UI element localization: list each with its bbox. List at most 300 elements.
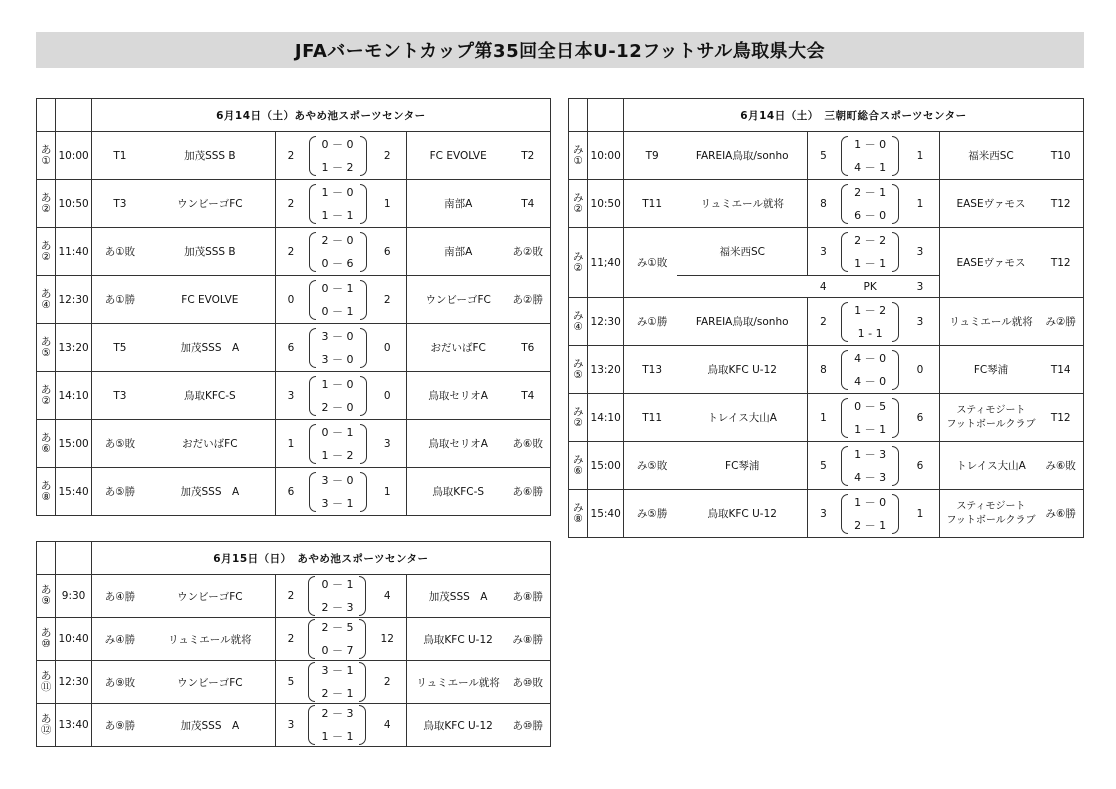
home-slot-label: あ⑤勝 bbox=[91, 468, 145, 516]
home-team: ウンビーゴFC bbox=[145, 575, 275, 618]
bracket-right bbox=[892, 136, 899, 176]
second-half-score: 1 － 1 bbox=[321, 208, 354, 222]
pk-away-score: 3 bbox=[901, 276, 939, 298]
match-code-venue: あ bbox=[40, 670, 52, 682]
away-score: 1 bbox=[369, 468, 407, 516]
half-scores bbox=[306, 132, 368, 180]
home-team: 福米西SC bbox=[677, 228, 807, 276]
second-half-score: 1 － 1 bbox=[321, 730, 354, 743]
half-score-bracket bbox=[306, 279, 368, 321]
half-scores bbox=[306, 276, 368, 324]
table-header-title: 6月15日（日） あやめ池スポーツセンター bbox=[91, 542, 550, 575]
away-team: EASEヴァモス bbox=[939, 180, 1042, 228]
away-team: 南部A bbox=[406, 180, 509, 228]
away-slot-label: み⑧勝 bbox=[509, 618, 550, 661]
second-half-score: 6 － 0 bbox=[854, 208, 887, 222]
bracket-right bbox=[360, 328, 367, 368]
first-half-score: 4 － 0 bbox=[854, 351, 887, 365]
bracket-right bbox=[892, 494, 899, 534]
half-score-lines bbox=[316, 423, 360, 465]
home-score: 0 bbox=[275, 276, 306, 324]
match-code-number: ② bbox=[41, 394, 51, 407]
kickoff-time: 13:20 bbox=[56, 324, 91, 372]
table-header-title: 6月14日（土） 三朝町総合スポーツセンター bbox=[623, 99, 1083, 132]
header-blank bbox=[588, 99, 624, 132]
half-scores bbox=[306, 618, 368, 661]
match-code-venue: あ bbox=[40, 431, 52, 444]
kickoff-time: 12:30 bbox=[588, 298, 624, 346]
bracket-left bbox=[309, 232, 316, 272]
away-slot-label: あ⑩敗 bbox=[509, 661, 550, 704]
bracket-right bbox=[360, 472, 367, 512]
first-half-score: 1 － 0 bbox=[854, 137, 887, 151]
away-slot-label: T6 bbox=[510, 324, 551, 372]
match-code-venue: み bbox=[572, 357, 584, 370]
second-half-score: 3 － 0 bbox=[321, 352, 354, 366]
half-score-lines bbox=[316, 183, 360, 225]
home-slot-label: み④勝 bbox=[91, 618, 145, 661]
home-team: トレイス大山A bbox=[677, 394, 807, 442]
first-half-score: 1 － 2 bbox=[854, 303, 887, 317]
home-slot-label: T11 bbox=[623, 394, 677, 442]
half-scores bbox=[306, 420, 368, 468]
match-code bbox=[37, 180, 56, 228]
home-score: 5 bbox=[275, 661, 306, 704]
home-team: 加茂SSS B bbox=[145, 228, 275, 276]
kickoff-time: 10:40 bbox=[56, 618, 91, 661]
bracket-left bbox=[309, 424, 316, 464]
bracket-left bbox=[841, 494, 848, 534]
home-team: 加茂SSS A bbox=[145, 468, 275, 516]
match-row bbox=[37, 132, 551, 180]
match-row bbox=[37, 180, 551, 228]
kickoff-time: 15:00 bbox=[56, 420, 91, 468]
away-score: 4 bbox=[369, 704, 407, 747]
first-half-score: 0 － 0 bbox=[321, 137, 354, 151]
half-score-bracket bbox=[306, 575, 368, 617]
half-score-lines bbox=[848, 231, 892, 273]
half-score-bracket bbox=[839, 397, 901, 439]
kickoff-time: 10:00 bbox=[588, 132, 624, 180]
second-half-score: 2 － 0 bbox=[321, 400, 354, 414]
kickoff-time: 10:50 bbox=[56, 180, 91, 228]
first-half-score: 3 － 1 bbox=[321, 664, 354, 677]
away-score: 3 bbox=[901, 298, 939, 346]
match-code-number: ⑤ bbox=[573, 368, 583, 381]
first-half-score: 2 － 3 bbox=[321, 707, 354, 720]
match-code bbox=[569, 490, 588, 538]
home-team: 加茂SSS A bbox=[145, 704, 275, 747]
second-half-score: 1 － 2 bbox=[321, 160, 354, 174]
half-score-bracket bbox=[306, 375, 368, 417]
kickoff-time: 10:50 bbox=[588, 180, 624, 228]
match-code-venue: あ bbox=[40, 287, 52, 300]
match-code bbox=[569, 228, 588, 298]
schedule-table-ayame-june14 bbox=[36, 98, 551, 516]
home-slot-label: あ⑨勝 bbox=[91, 704, 145, 747]
half-score-lines bbox=[316, 471, 360, 513]
bracket-right bbox=[359, 662, 366, 702]
bracket-right bbox=[359, 576, 366, 616]
match-code-venue: み bbox=[572, 143, 584, 156]
home-score: 3 bbox=[808, 228, 839, 276]
bracket-right bbox=[360, 424, 367, 464]
half-score-lines bbox=[315, 575, 359, 617]
half-score-lines bbox=[848, 493, 892, 535]
away-slot-label: T4 bbox=[510, 180, 551, 228]
first-half-score: 3 － 0 bbox=[321, 329, 354, 343]
match-code bbox=[569, 180, 588, 228]
match-row bbox=[569, 132, 1084, 180]
away-score: 6 bbox=[901, 394, 939, 442]
away-team: リュミエール就将 bbox=[939, 298, 1042, 346]
half-score-lines bbox=[316, 375, 360, 417]
bracket-left bbox=[308, 705, 315, 745]
half-score-lines bbox=[848, 349, 892, 391]
bracket-right bbox=[359, 705, 366, 745]
second-half-score: 0 － 7 bbox=[321, 644, 354, 657]
home-score: 2 bbox=[275, 180, 306, 228]
first-half-score: 0 － 1 bbox=[321, 578, 354, 591]
bracket-left bbox=[309, 280, 316, 320]
bracket-left bbox=[309, 184, 316, 224]
away-team: 鳥取KFC U-12 bbox=[406, 704, 509, 747]
half-score-bracket bbox=[839, 231, 901, 273]
home-slot-label: あ⑤敗 bbox=[91, 420, 145, 468]
half-score-lines bbox=[315, 661, 359, 703]
half-score-bracket bbox=[839, 493, 901, 535]
away-team: FC琴浦 bbox=[939, 346, 1042, 394]
match-row bbox=[569, 298, 1084, 346]
half-scores bbox=[306, 180, 368, 228]
half-score-bracket bbox=[306, 661, 368, 703]
half-scores bbox=[306, 324, 368, 372]
home-slot-label: あ④勝 bbox=[91, 575, 145, 618]
home-score: 3 bbox=[275, 372, 306, 420]
away-score: 0 bbox=[901, 346, 939, 394]
kickoff-time: 12:30 bbox=[56, 661, 91, 704]
half-score-bracket bbox=[839, 445, 901, 487]
home-slot-label: み⑤敗 bbox=[623, 442, 677, 490]
table-header-row bbox=[37, 99, 551, 132]
away-team: FC EVOLVE bbox=[406, 132, 509, 180]
half-score-bracket bbox=[306, 618, 368, 660]
away-slot-label: T10 bbox=[1042, 132, 1083, 180]
kickoff-time: 14:10 bbox=[56, 372, 91, 420]
match-code-venue: あ bbox=[40, 239, 52, 252]
kickoff-time: 10:00 bbox=[56, 132, 91, 180]
schedule-table-ayame-june15 bbox=[36, 541, 551, 747]
home-score: 6 bbox=[275, 468, 306, 516]
first-half-score: 2 － 2 bbox=[854, 233, 887, 247]
match-code-venue: み bbox=[572, 501, 584, 514]
match-code-number: ⑥ bbox=[41, 442, 51, 455]
home-score: 8 bbox=[808, 346, 839, 394]
header-blank bbox=[37, 99, 56, 132]
match-code bbox=[569, 298, 588, 346]
match-code-number: ① bbox=[573, 154, 583, 167]
pk-spacer bbox=[677, 276, 807, 298]
match-code-venue: あ bbox=[40, 479, 52, 492]
header-blank bbox=[56, 99, 91, 132]
bracket-left bbox=[841, 184, 848, 224]
match-code bbox=[37, 276, 56, 324]
half-score-bracket bbox=[306, 471, 368, 513]
match-code-venue: み bbox=[572, 453, 584, 466]
second-half-score: 4 － 0 bbox=[854, 374, 887, 388]
home-slot-label: み①勝 bbox=[623, 298, 677, 346]
home-slot-label: T1 bbox=[91, 132, 145, 180]
home-team: FAREIA鳥取/sonho bbox=[677, 298, 807, 346]
away-slot-label: あ⑩勝 bbox=[509, 704, 550, 747]
match-code-number: ⑨ bbox=[41, 595, 51, 607]
home-score: 1 bbox=[275, 420, 306, 468]
kickoff-time: 11:40 bbox=[56, 228, 91, 276]
home-slot-label: T5 bbox=[91, 324, 145, 372]
match-code bbox=[37, 661, 56, 704]
schedule-table-sancho-june14 bbox=[568, 98, 1084, 538]
match-code-number: ② bbox=[573, 202, 583, 215]
home-score: 2 bbox=[275, 575, 306, 618]
bracket-left bbox=[841, 446, 848, 486]
half-score-bracket bbox=[839, 135, 901, 177]
away-team: トレイス大山A bbox=[939, 442, 1042, 490]
half-score-lines bbox=[316, 231, 360, 273]
half-scores bbox=[306, 228, 368, 276]
half-score-lines bbox=[848, 397, 892, 439]
half-score-bracket bbox=[306, 183, 368, 225]
bracket-right bbox=[892, 398, 899, 438]
away-score: 1 bbox=[901, 132, 939, 180]
home-score: 3 bbox=[808, 490, 839, 538]
away-score: 1 bbox=[901, 180, 939, 228]
match-code bbox=[37, 575, 56, 618]
table-header-row bbox=[569, 99, 1084, 132]
away-score: 6 bbox=[901, 442, 939, 490]
home-score: 6 bbox=[275, 324, 306, 372]
half-score-lines bbox=[316, 327, 360, 369]
half-score-bracket bbox=[306, 135, 368, 177]
first-half-score: 1 － 0 bbox=[321, 185, 354, 199]
kickoff-time: 15:00 bbox=[588, 442, 624, 490]
header-blank bbox=[569, 99, 588, 132]
match-code-venue: あ bbox=[40, 627, 52, 639]
away-team: おだいばFC bbox=[406, 324, 509, 372]
match-row bbox=[37, 704, 551, 747]
half-score-lines bbox=[315, 704, 359, 746]
match-code-venue: あ bbox=[40, 335, 52, 348]
bracket-left bbox=[841, 136, 848, 176]
kickoff-time: 13:20 bbox=[588, 346, 624, 394]
away-slot-label: あ⑧勝 bbox=[509, 575, 550, 618]
away-team: 鳥取KFC-S bbox=[406, 468, 509, 516]
half-scores bbox=[306, 704, 368, 747]
match-code-number: ⑪ bbox=[40, 681, 52, 693]
bracket-right bbox=[892, 302, 899, 342]
match-row bbox=[37, 420, 551, 468]
away-slot-label: あ⑥勝 bbox=[510, 468, 551, 516]
away-team: EASEヴァモス bbox=[939, 228, 1042, 298]
first-half-score: 3 － 0 bbox=[321, 473, 354, 487]
half-score-lines bbox=[316, 279, 360, 321]
header-blank bbox=[56, 542, 91, 575]
away-team: ウンビーゴFC bbox=[406, 276, 509, 324]
half-scores bbox=[839, 490, 901, 538]
match-code-number: ① bbox=[41, 154, 51, 167]
bracket-left bbox=[841, 232, 848, 272]
match-code-venue: あ bbox=[40, 713, 52, 725]
match-code bbox=[37, 420, 56, 468]
match-row bbox=[569, 228, 1084, 276]
match-code bbox=[37, 132, 56, 180]
half-scores bbox=[839, 442, 901, 490]
match-row bbox=[569, 180, 1084, 228]
home-slot-label: T13 bbox=[623, 346, 677, 394]
kickoff-time: 11;40 bbox=[588, 228, 624, 298]
bracket-left bbox=[308, 576, 315, 616]
match-code-number: ⑥ bbox=[573, 464, 583, 477]
half-score-bracket bbox=[306, 231, 368, 273]
match-row bbox=[569, 490, 1084, 538]
home-team: FAREIA鳥取/sonho bbox=[677, 132, 807, 180]
half-score-lines bbox=[315, 618, 359, 660]
match-row bbox=[37, 468, 551, 516]
match-code-venue: み bbox=[572, 405, 584, 418]
away-slot-label: T4 bbox=[510, 372, 551, 420]
half-score-bracket bbox=[839, 183, 901, 225]
away-score: 0 bbox=[369, 372, 407, 420]
away-score: 6 bbox=[369, 228, 407, 276]
away-team: 鳥取KFC U-12 bbox=[406, 618, 509, 661]
bracket-left bbox=[841, 398, 848, 438]
pk-label: PK bbox=[839, 276, 901, 298]
match-code bbox=[37, 372, 56, 420]
first-half-score: 0 － 1 bbox=[321, 425, 354, 439]
match-code-venue: あ bbox=[40, 191, 52, 204]
bracket-left bbox=[308, 662, 315, 702]
pk-home-score: 4 bbox=[808, 276, 839, 298]
half-scores bbox=[839, 298, 901, 346]
away-score: 1 bbox=[369, 180, 407, 228]
match-code-number: ⑧ bbox=[41, 490, 51, 503]
match-code-number: ④ bbox=[573, 320, 583, 333]
away-score: 2 bbox=[369, 276, 407, 324]
first-half-score: 2 － 0 bbox=[321, 233, 354, 247]
bracket-left bbox=[841, 302, 848, 342]
away-score: 3 bbox=[369, 420, 407, 468]
away-score: 4 bbox=[369, 575, 407, 618]
first-half-score: 1 － 0 bbox=[321, 377, 354, 391]
away-score: 0 bbox=[369, 324, 407, 372]
match-code-venue: あ bbox=[40, 383, 52, 396]
second-half-score: 0 － 6 bbox=[321, 256, 354, 270]
header-blank bbox=[37, 542, 56, 575]
home-score: 5 bbox=[808, 442, 839, 490]
home-slot-label: み①敗 bbox=[623, 228, 677, 298]
half-scores bbox=[839, 346, 901, 394]
match-code-venue: み bbox=[572, 250, 584, 263]
kickoff-time: 13:40 bbox=[56, 704, 91, 747]
half-score-lines bbox=[848, 183, 892, 225]
home-slot-label: T3 bbox=[91, 180, 145, 228]
first-half-score: 2 － 5 bbox=[321, 621, 354, 634]
away-slot-label: み⑥敗 bbox=[1042, 442, 1083, 490]
home-score: 2 bbox=[275, 132, 306, 180]
bracket-left bbox=[841, 350, 848, 390]
away-slot-label: T12 bbox=[1042, 228, 1083, 298]
second-half-score: 1 - 1 bbox=[857, 326, 883, 340]
half-score-lines bbox=[316, 135, 360, 177]
away-slot-label: あ⑥敗 bbox=[510, 420, 551, 468]
home-team: 加茂SSS B bbox=[145, 132, 275, 180]
home-team: FC EVOLVE bbox=[145, 276, 275, 324]
home-slot-label: あ①勝 bbox=[91, 276, 145, 324]
match-row bbox=[569, 442, 1084, 490]
home-score: 2 bbox=[275, 618, 306, 661]
home-team: リュミエール就将 bbox=[677, 180, 807, 228]
half-scores bbox=[306, 468, 368, 516]
away-slot-label: T12 bbox=[1042, 180, 1083, 228]
bracket-left bbox=[309, 376, 316, 416]
home-score: 3 bbox=[275, 704, 306, 747]
half-score-lines bbox=[848, 445, 892, 487]
bracket-right bbox=[892, 184, 899, 224]
home-team: リュミエール就将 bbox=[145, 618, 275, 661]
away-team: 加茂SSS A bbox=[406, 575, 509, 618]
bracket-left bbox=[309, 328, 316, 368]
bracket-right bbox=[360, 184, 367, 224]
half-score-bracket bbox=[839, 349, 901, 391]
match-code-venue: あ bbox=[40, 143, 52, 156]
match-row bbox=[37, 661, 551, 704]
bracket-left bbox=[308, 619, 315, 659]
home-slot-label: あ⑨敗 bbox=[91, 661, 145, 704]
home-slot-label: あ①敗 bbox=[91, 228, 145, 276]
match-code bbox=[37, 704, 56, 747]
home-team: ウンビーゴFC bbox=[145, 661, 275, 704]
match-code bbox=[37, 468, 56, 516]
match-row bbox=[37, 372, 551, 420]
away-team: 福米西SC bbox=[939, 132, 1042, 180]
match-row bbox=[37, 575, 551, 618]
second-half-score: 0 － 1 bbox=[321, 304, 354, 318]
bracket-left bbox=[309, 472, 316, 512]
away-slot-label: あ②敗 bbox=[510, 228, 551, 276]
bracket-right bbox=[360, 136, 367, 176]
bracket-right bbox=[892, 350, 899, 390]
home-score: 2 bbox=[275, 228, 306, 276]
home-team: 鳥取KFC U-12 bbox=[677, 490, 807, 538]
table-header-row bbox=[37, 542, 551, 575]
home-slot-label: T3 bbox=[91, 372, 145, 420]
bracket-right bbox=[360, 376, 367, 416]
second-half-score: 1 － 1 bbox=[854, 256, 887, 270]
bracket-right bbox=[360, 280, 367, 320]
home-score: 5 bbox=[808, 132, 839, 180]
match-row bbox=[569, 346, 1084, 394]
half-scores bbox=[839, 180, 901, 228]
second-half-score: 3 － 1 bbox=[321, 496, 354, 510]
half-scores bbox=[839, 394, 901, 442]
kickoff-time: 15:40 bbox=[588, 490, 624, 538]
match-code bbox=[569, 442, 588, 490]
half-score-bracket bbox=[306, 423, 368, 465]
match-code-venue: み bbox=[572, 309, 584, 322]
half-scores bbox=[306, 575, 368, 618]
home-team: FC琴浦 bbox=[677, 442, 807, 490]
second-half-score: 2 － 1 bbox=[854, 518, 887, 532]
match-code-number: ⑩ bbox=[41, 638, 51, 650]
